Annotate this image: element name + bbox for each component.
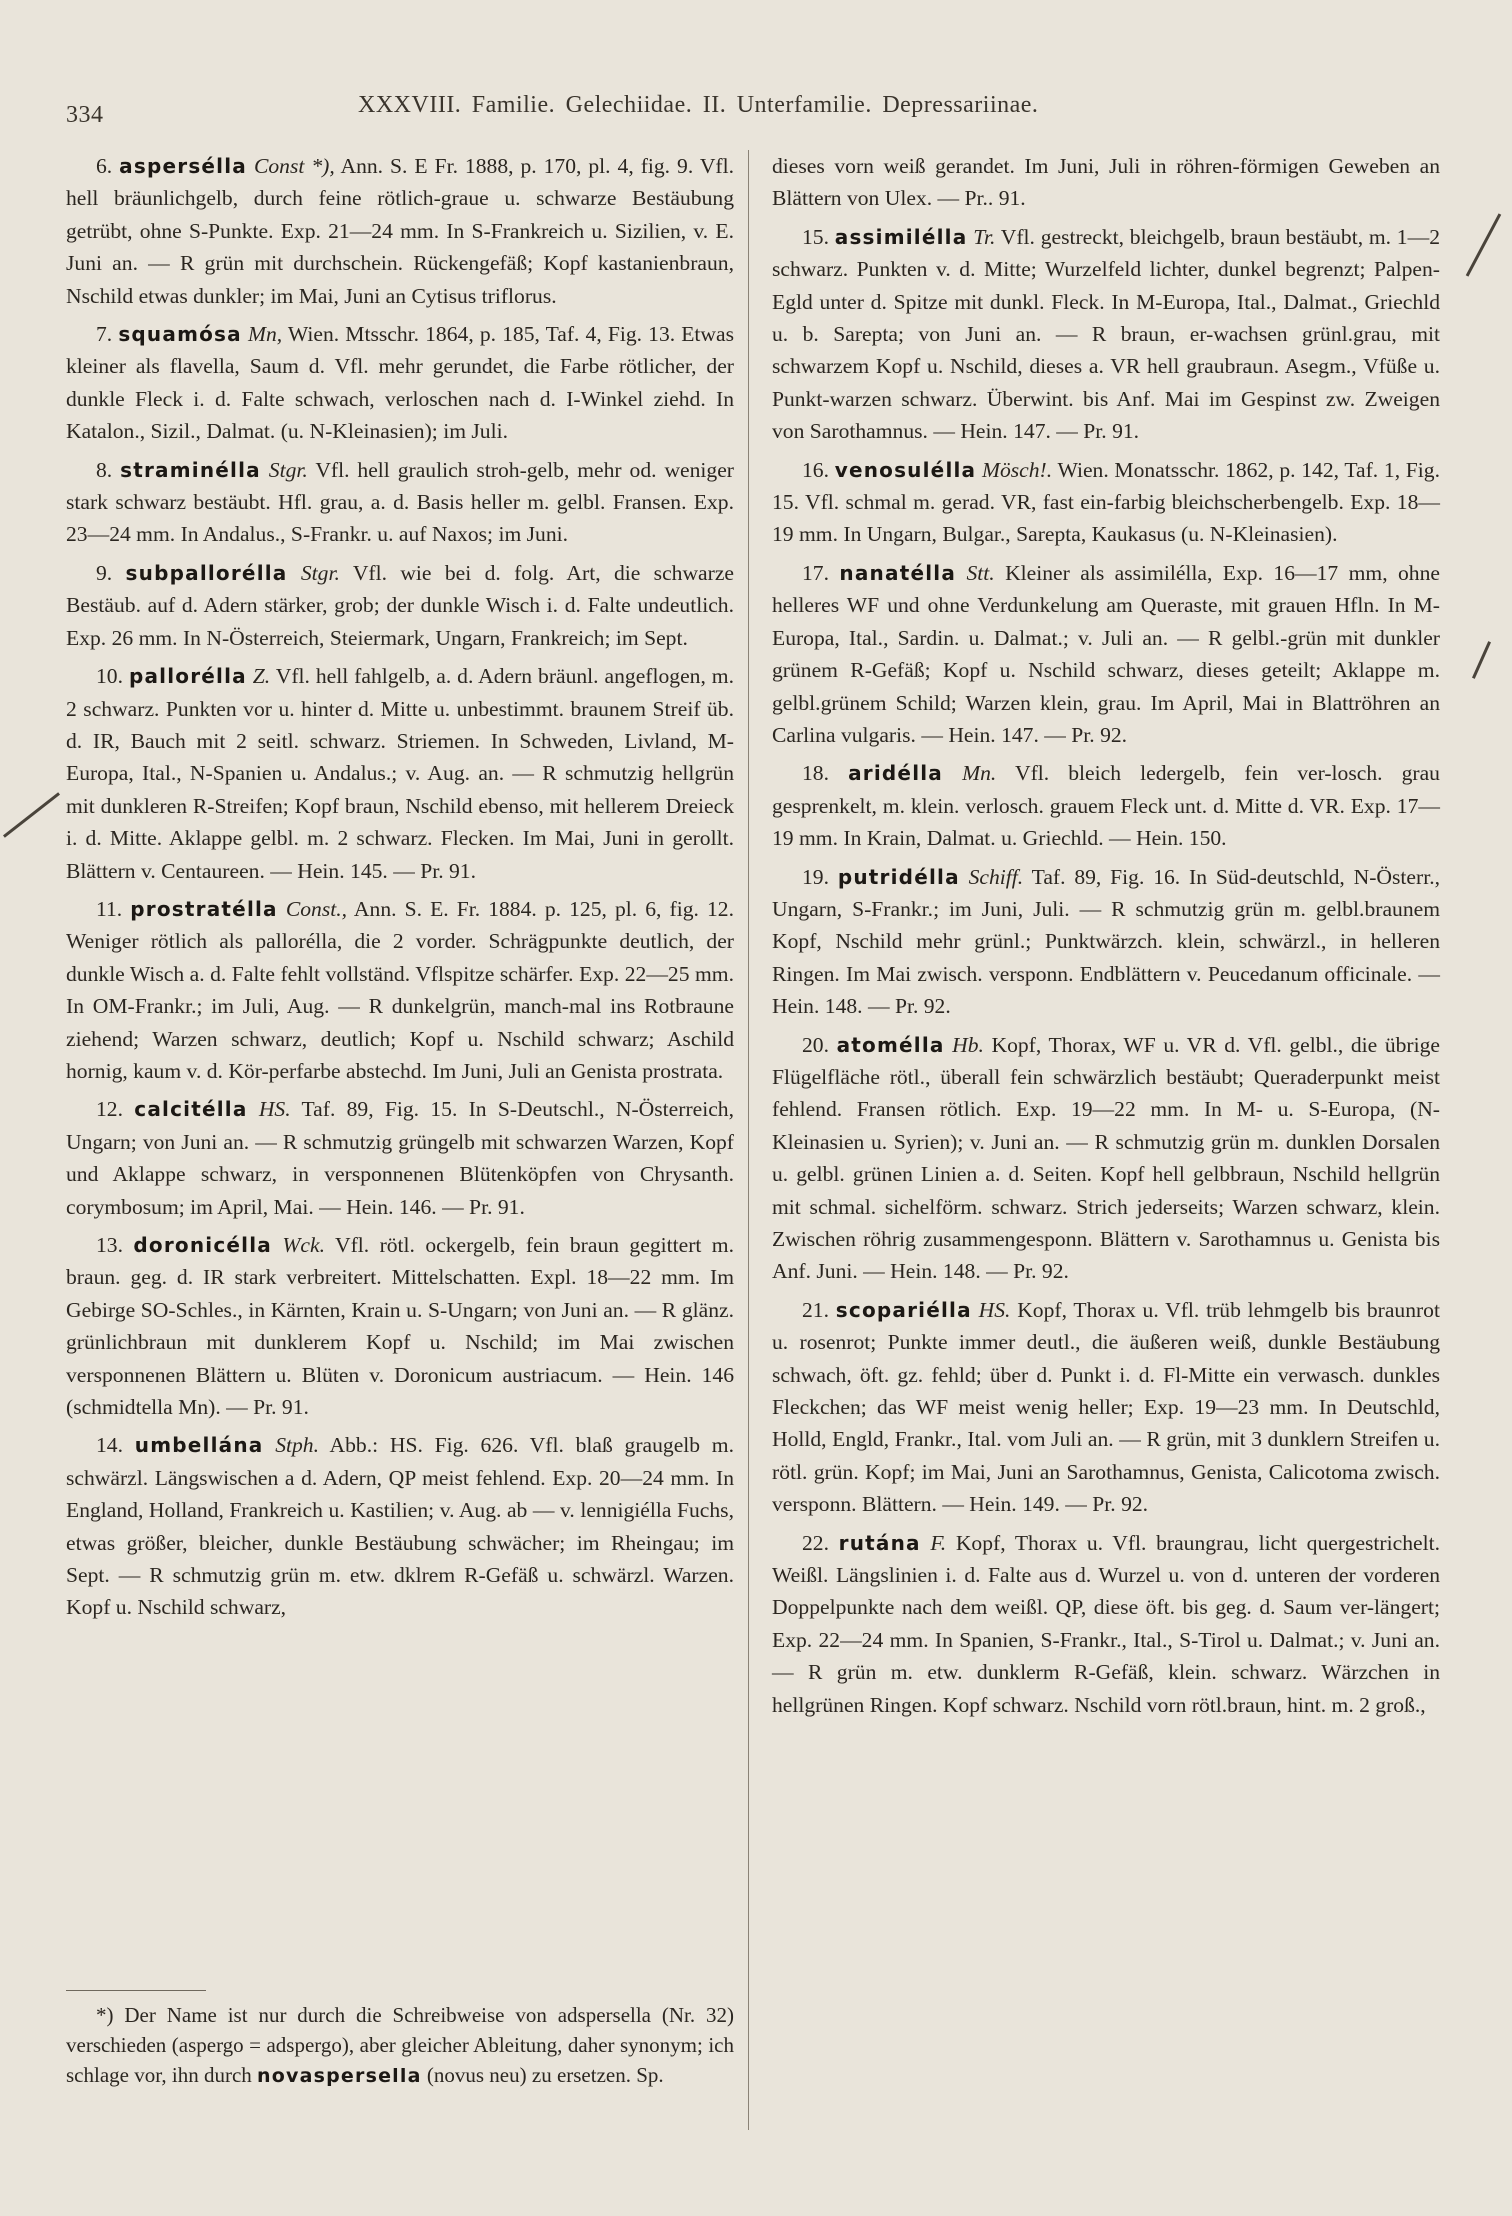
entry-text: Kopf, Thorax, WF u. VR d. Vfl. gelbl., die übrige Flügelfläche rötl., überall fein schwärzlich bestäubt; Queraderpunkt meist fehlend. Fransen rötlich. Exp. 19—22 mm. In M- u. S-Europa, (N-Kleinasien u. Syrien); v. Juni an. — R schmutzig grün m. dunklen Dorsalen u. gelbl. grünen Linien a. d. Seiten. Kopf hell gelbbraun, Nschild hellgrün mit schmal. sichelförm. schwarz. Strich jederseits; Warzen schwarz, klein. Zwischen röhrig zusammengesponn. Blättern v. Sarothamnus u. Genista bis Anf. Juni. — Hein. 148. — Pr. 92. (772, 1032, 1440, 1284)
species-name: atomélla (836, 1032, 945, 1057)
species-name: umbellána (134, 1433, 264, 1458)
entry-number: 20. (802, 1032, 829, 1057)
entry-text: Kopf, Thorax u. Vfl. braungrau, licht quergestrichelt. Weißl. Längslinien i. d. Falte aus d. Wurzel u. von d. unteren der vorderen Doppelpunkte nach dem weißl. QP, diese öft. bis geg. d. Saum ver-längert; Exp. 22—24 mm. In Spanien, S-Frankr., Ital., S-Tirol u. Dalmat.; v. Juni an. — R grün m. etw. dunklerm R-Gefäß, klein. schwarz. Wärzchen in hellgrünen Ringen. Kopf schwarz. Nschild vorn rötl.braun, hint. m. 2 groß., (772, 1530, 1440, 1717)
entry-text: Vfl. gestreckt, bleichgelb, braun bestäubt, m. 1—2 schwarz. Punkten v. d. Mitte; Wurzelfeld lichter, dunkel begrenzt; Palpen-Egld unter d. Spitze mit dunkl. Fleck. In M-Europa, Ital., Dalmat., Griechld u. b. Sarepta; von Juni an. — R braun, er-wachsen grünl.grau, mit schwarzem Kopf u. Nschild, dieses a. VR hell graubraun. Asegm., Vfüße u. Punkt-warzen schwarz. Überwint. bis Anf. Mai im Gespinst zw. Zweigen von Sarothamnus. — Hein. 147. — Pr. 91. (772, 224, 1440, 444)
entry-number: 7. (96, 322, 113, 347)
entry-number: 21. (802, 1297, 829, 1322)
entry-number: 13. (96, 1233, 123, 1257)
species-entry (66, 1429, 734, 1623)
entry-text: Kleiner als assimilélla, Exp. 16—17 mm, ohne helleres WF und ohne Verdunkelung am Queraste, mit grauen Hfln. In M-Europa, Ital., Sardin. u. Dalmat.; v. Juli an. — R gelbl.-grün mit dunkler grünem R-Gefäß; Kopf u. Nschild schwarz, dieses geteilt; Aklappe m. gelbl.grünem Schild; Warzen klein, grau. Im April, Mai in Blattröhren an Carlina vulgaris. — Hein. 147. — Pr. 92. (772, 560, 1440, 747)
species-name: pallorélla (128, 664, 247, 689)
species-author: F. (930, 1530, 947, 1555)
species-entry (772, 861, 1440, 1023)
margin-pencil-mark-right-2 (1472, 641, 1491, 679)
footnote-text-before: *) Der Name ist nur durch die Schreibweise von adspersella (Nr. 32) verschieden (aspergo = adspergo), aber gleicher Ableitung, daher synonym; ich schlage vor, ihn durch (66, 2003, 734, 2087)
species-author: Const *), (253, 154, 335, 178)
entry-number: 6. (96, 154, 113, 178)
entry-number: 19. (802, 864, 829, 889)
species-author: Stt. (966, 560, 995, 585)
species-name: prostratélla (130, 896, 278, 921)
entry-text: Vfl. hell graulich stroh-gelb, mehr od. weniger stark schwarz bestäubt. Hfl. grau, a. d. Basis heller m. gelbl. Fransen. Exp. 23—24 mm. In Andalus., S-Frankr. u. auf Naxos; im Juni. (66, 457, 734, 547)
entry-number: 8. (96, 457, 113, 482)
species-entry (66, 1093, 734, 1223)
species-author: Const., (285, 896, 348, 921)
species-name: subpallorélla (125, 560, 288, 585)
running-title: XXXVIII. Familie. Gelechiidae. II. Unterfamilie. Depressariinae. (358, 92, 1039, 118)
entry-text: Kopf, Thorax u. Vfl. trüb lehmgelb bis braunrot u. rosenrot; Punkte immer deutl., die äußeren weiß, dunkle Bestäubung schwach, öft. gz. fehld; über d. Punkt i. d. Fl-Mitte ein verwasch. dunkles Fleckchen; das WF meist wenig heller; Exp. 19—23 mm. In Deutschld, Holld, Engld, Frankr., Ital. vom Juli an. — R grün, mit 3 dunklern Streifen u. rötl. grün. Kopf; im Mai, Juni an Sarothamnus, Genista, Calicotoma zwisch. versponn. Blättern. — Hein. 149. — Pr. 92. (772, 1297, 1440, 1517)
species-author: Stgr. (300, 560, 340, 585)
species-name: doronicélla (133, 1233, 272, 1257)
entry-number: 12. (96, 1097, 123, 1122)
entry-text: Abb.: HS. Fig. 626. Vfl. blaß graugelb m. schwärzl. Längswischen a d. Adern, QP meist fehlend. Exp. 20—24 mm. In England, Holland, Frankreich u. Kastilien; v. Aug. ab — v. lennigiélla Fuchs, etwas größer, bleicher, dunkle Bestäubung schwächer; im Rheingau; im Sept. — R schmutzig grün m. etw. dklrem R-Gefäß u. schwärzl. Warzen. Kopf u. Nschild schwarz, (66, 1433, 735, 1620)
entry-text: Taf. 89, Fig. 16. In Süd-deutschld, N-Österr., Ungarn, S-Frankr.; im Juni, Juli. — R schmutzig grün m. gelbl.braunem Kopf, Nschild mehr grünl.; Punktwärzch. klein, schwärzl., in helleren Ringen. Im Mai zwisch. versponn. Endblättern v. Peucedanum officinale. — Hein. 148. — Pr. 92. (772, 864, 1440, 1019)
species-entry (772, 454, 1440, 551)
species-name: squamósa (118, 322, 242, 347)
species-name: venosulélla (834, 457, 977, 482)
entry-number: 10. (96, 664, 123, 689)
species-name: aridélla (848, 761, 943, 786)
entry-text: Vfl. bleich ledergelb, fein ver-losch. grau gesprenkelt, m. klein. verlosch. grauem Fleck unt. d. Mitte d. VR. Exp. 17—19 mm. In Krain, Dalmat. u. Griechld. — Hein. 150. (772, 761, 1440, 851)
species-author: HS. (258, 1097, 291, 1122)
species-entry (66, 318, 734, 448)
species-author: Schiff. (968, 864, 1024, 889)
entry-text: Wien. Mtsschr. 1864, p. 185, Taf. 4, Fig. 13. Etwas kleiner als flavella, Saum d. Vfl. mehr gerundet, die Farbe rötlicher, der dunkle Fleck i. d. Falte schwach, verloschen nach d. I-Winkel ziehd. In Katalon., Sizil., Dalmat. (u. N-Kleinasien); im Juli. (66, 322, 735, 444)
footnote (66, 2000, 734, 2091)
species-author: HS. (978, 1297, 1011, 1322)
species-entry (772, 557, 1440, 751)
species-entry (772, 1294, 1440, 1521)
species-entry (66, 454, 734, 551)
entry-text: Taf. 89, Fig. 15. In S-Deutschl., N-Österreich, Ungarn; von Juni an. — R schmutzig grüngelb mit schwarzen Warzen, Kopf und Aklappe schwarz, in versponnenen Blütenköpfen von Chrysanth. corymbosum; im April, Mai. — Hein. 146. — Pr. 91. (66, 1097, 734, 1219)
footnote-rule (66, 1990, 206, 1991)
species-author: Mn. (962, 761, 997, 786)
species-author: Tr. (973, 224, 996, 249)
left-column (66, 150, 734, 1630)
right-column (772, 150, 1440, 1727)
species-author: Wck. (282, 1233, 325, 1257)
entry-text: Vfl. hell fahlgelb, a. d. Adern bräunl. angeflogen, m. 2 schwarz. Punkten vor u. hinter d. Mitte u. unbestimmt. braunem Streif üb. d. IR, Bauch mit 2 seitl. schwarz. Striemen. In Schweden, Livland, M-Europa, Ital., N-Spanien u. Andalus.; v. Aug. an. — R schmutzig hellgrün mit dunkleren R-Streifen; Kopf braun, Nschild ebenso, mit hellerem Dreieck i. d. Mitte. Aklappe gelbl. m. 2 schwarz. Flecken. Im Mai, Juni in gerollt. Blättern v. Centaureen. — Hein. 145. — Pr. 91. (66, 664, 734, 883)
column-divider (748, 150, 749, 2130)
margin-pencil-mark-right (1466, 213, 1502, 276)
entry-text: Ann. S. E. Fr. 1884. p. 125, pl. 6, fig. 12. Weniger rötlich als pallorélla, die 2 vorder. Schrägpunkte deutlich, der dunkle Wisch a. d. Falte fehlt vollständ. Vflspitze schärfer. Exp. 22—25 mm. In OM-Frankr.; im Juli, Aug. — R dunkelgrün, manch-mal ins Rotbraune ziehend; Warzen schwarz, deutlich; Kopf u. Nschild schwarz; Aschild hornig, kaum v. d. Kör-perfarbe abstechd. Im Juni, Juli an Genista prostrata. (66, 896, 734, 1083)
entry-text: Vfl. rötl. ockergelb, fein braun gegittert m. braun. geg. d. IR stark verbreitert. Mittelschatten. Expl. 18—22 mm. Im Gebirge SO-Schles., in Kärnten, Krain u. S-Ungarn; von Juni an. — R glänz. grünlichbraun mit dunklerem Kopf u. Nschild; im Mai zwischen versponnenen Blättern u. Blüten v. Doronicum austriacum. — Hein. 146 (schmidtella Mn). — Pr. 91. (66, 1233, 734, 1420)
species-name: assimilélla (834, 224, 968, 249)
margin-pencil-mark-left (3, 792, 60, 837)
species-name: nanatélla (839, 560, 957, 585)
species-entry (66, 557, 734, 654)
species-author: Mn, (247, 322, 283, 347)
footnote-new-name: novaspersella (257, 2065, 422, 2087)
page-number: 334 (66, 102, 104, 128)
entry-text: Wien. Monatsschr. 1862, p. 142, Taf. 1, Fig. 15. Vfl. schmal m. gerad. VR, fast ein-farbig bleichscherbengelb. Exp. 18—19 mm. In Ungarn, Bulgar., Sarepta, Kaukasus (u. N-Kleinasien). (772, 457, 1440, 547)
species-entry (66, 660, 734, 887)
species-name: aspersélla (119, 154, 247, 178)
footnote-text-after: (novus neu) zu ersetzen. Sp. (421, 2063, 664, 2087)
entry-number: 22. (802, 1530, 829, 1555)
entry-number: 9. (96, 560, 113, 585)
species-name: rutána (838, 1530, 921, 1555)
species-author: Stph. (275, 1433, 319, 1458)
entry-number: 16. (802, 457, 829, 482)
entry-number: 15. (802, 224, 829, 249)
species-entry (66, 893, 734, 1087)
continuation-paragraph: dieses vorn weiß gerandet. Im Juni, Juli in röhren-förmigen Geweben an Blättern von Ulex. — Pr.. 91. (772, 154, 1440, 211)
entry-number: 11. (96, 896, 123, 921)
page-header (66, 88, 1446, 128)
species-author: Hb. (952, 1032, 984, 1057)
species-entry (772, 757, 1440, 854)
species-entry (66, 1229, 734, 1423)
entry-number: 14. (96, 1433, 123, 1458)
entry-text: Vfl. wie bei d. folg. Art, die schwarze Bestäub. auf d. Adern stärker, grob; der dunkle Wisch i. d. Falte undeutlich. Exp. 26 mm. In N-Österreich, Steiermark, Ungarn, Frankreich; im Sept. (66, 560, 734, 650)
entry-text: Ann. S. E Fr. 1888, p. 170, pl. 4, fig. 9. Vfl. hell bräunlichgelb, durch feine rötlich-graue u. schwarze Bestäubung getrübt, ohne S-Punkte. Exp. 21—24 mm. In S-Frankreich u. Sizilien, v. E. Juni an. — R grün mit durchschein. Rückengefäß; Kopf kastanienbraun, Nschild etwas dunkler; im Mai, Juni an Cytisus triflorus. (66, 154, 734, 308)
species-name: straminélla (120, 457, 261, 482)
species-entry (66, 150, 734, 312)
species-name: calcitélla (134, 1097, 248, 1122)
species-entry (772, 221, 1440, 448)
entry-number: 18. (802, 761, 829, 786)
species-author: Stgr. (268, 457, 308, 482)
species-name: scopariélla (835, 1297, 972, 1322)
species-entry (772, 1029, 1440, 1288)
species-author: Mösch!. (981, 457, 1053, 482)
species-author: Z. (252, 664, 271, 689)
entry-number: 17. (802, 560, 829, 585)
species-entry (772, 1527, 1440, 1721)
species-name: putridélla (837, 864, 960, 889)
